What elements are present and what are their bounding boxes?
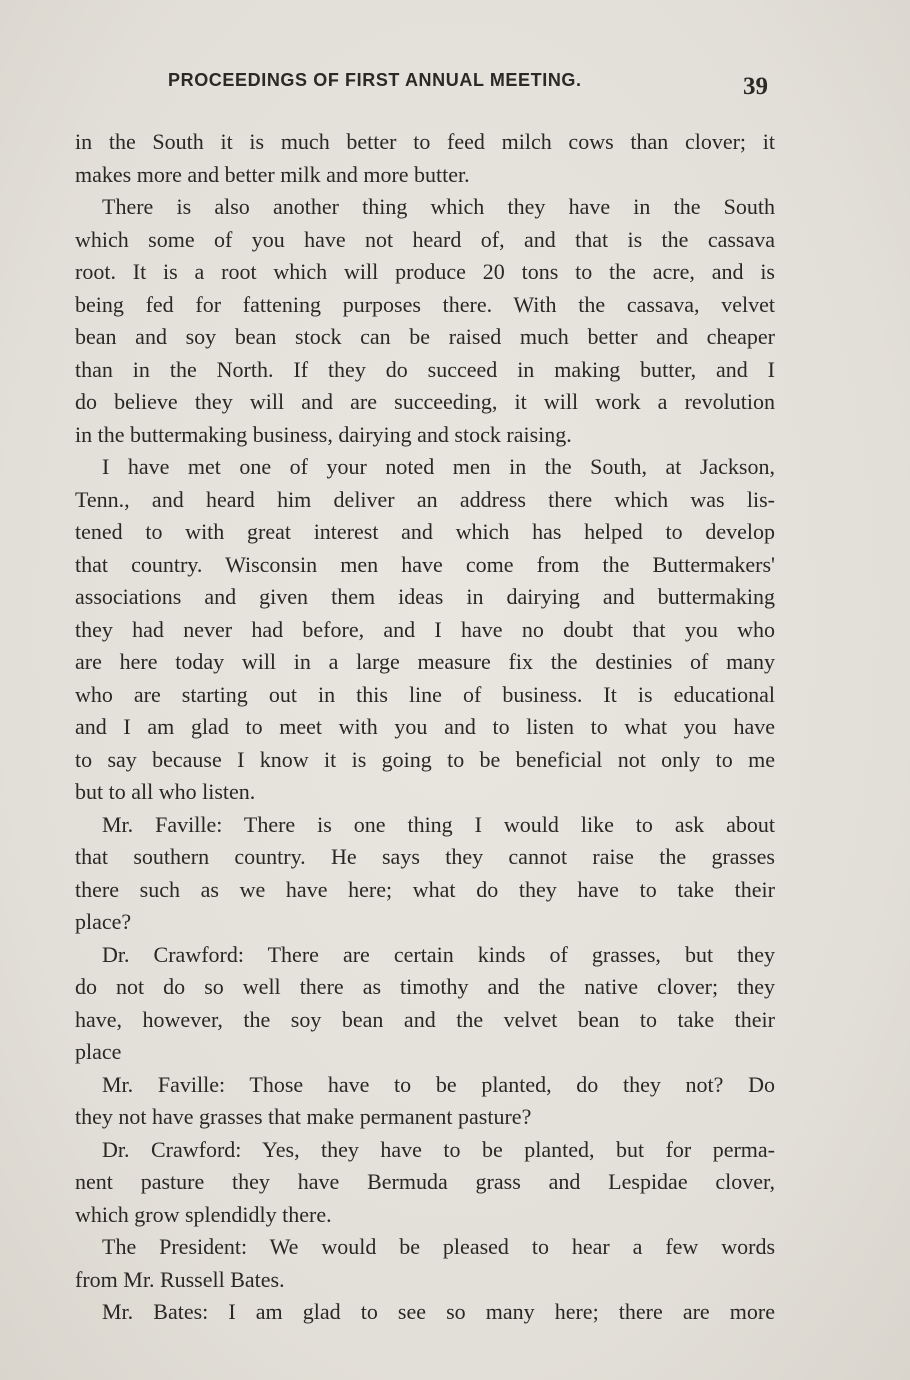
- text-line: who are starting out in this line of business. It is educational: [75, 681, 775, 707]
- text-line: tened to with great interest and which has helped to develop: [75, 519, 775, 544]
- text-line: being fed for fattening purposes there. With the cassava, velvet: [75, 291, 775, 317]
- text-line: I have met one of your noted men in the South, at Jackson,: [102, 454, 775, 479]
- text-line: place?: [75, 909, 132, 934]
- text-line: than in the North. If they do succeed in making butter, and I: [75, 356, 775, 382]
- text-line: do not do so well there as timothy and the native clover; they: [75, 974, 775, 999]
- text-line: There is also another thing which they have in the South: [102, 194, 775, 219]
- text-line: Dr. Crawford: Yes, they have to be planted, but for perma-: [102, 1136, 775, 1162]
- running-head: PROCEEDINGS OF FIRST ANNUAL MEETING.: [168, 70, 582, 90]
- text-line: which grow splendidly there.: [75, 1201, 332, 1227]
- text-line: makes more and better milk and more butter.: [75, 161, 470, 187]
- text-line: Tenn., and heard him deliver an address there which was lis-: [75, 486, 775, 512]
- text-line: that country. Wisconsin men have come from the Buttermakers': [75, 551, 775, 577]
- text-line: The President: We would be pleased to hear a few words: [102, 1234, 775, 1259]
- page-number: 39: [743, 73, 768, 100]
- text-line: associations and given them ideas in dairying and buttermaking: [75, 584, 775, 609]
- text-line: nent pasture they have Bermuda grass and Lespidae clover,: [75, 1169, 775, 1194]
- text-line: Dr. Crawford: There are certain kinds of grasses, but they: [102, 941, 775, 967]
- text-line: root. It is a root which will produce 20 tons to the acre, and is: [75, 259, 775, 284]
- text-line: they had never had before, and I have no doubt that you who: [75, 616, 775, 642]
- text-line: to say because I know it is going to be beneficial not only to me: [75, 746, 775, 772]
- text-line: are here today will in a large measure fix the destinies of many: [75, 649, 775, 674]
- text-line: they not have grasses that make permanent pasture?: [75, 1104, 532, 1129]
- text-line: in the buttermaking business, dairying and stock raising.: [75, 421, 572, 447]
- text-line: from Mr. Russell Bates.: [75, 1266, 285, 1292]
- text-line: have, however, the soy bean and the velvet bean to take their: [75, 1006, 775, 1032]
- text-line: and I am glad to meet with you and to listen to what you have: [75, 714, 775, 739]
- text-line: Mr. Faville: Those have to be planted, do they not? Do: [102, 1071, 775, 1097]
- text-line: that southern country. He says they cannot raise the grasses: [75, 844, 775, 869]
- text-line: which some of you have not heard of, and that is the cassava: [75, 226, 775, 252]
- text-line: bean and soy bean stock can be raised much better and cheaper: [75, 324, 775, 349]
- text-line: Mr. Bates: I am glad to see so many here; there are more: [102, 1299, 775, 1324]
- text-line: there such as we have here; what do they have to take their: [75, 876, 775, 902]
- body-text: [75, 126, 775, 1329]
- text-line: but to all who listen.: [75, 779, 256, 804]
- text-line: do believe they will and are succeeding, it will work a revolution: [75, 389, 775, 414]
- text-line: place: [75, 1039, 122, 1064]
- text-line: Mr. Faville: There is one thing I would like to ask about: [102, 811, 775, 837]
- text-line: in the South it is much better to feed milch cows than clover; it: [75, 129, 775, 154]
